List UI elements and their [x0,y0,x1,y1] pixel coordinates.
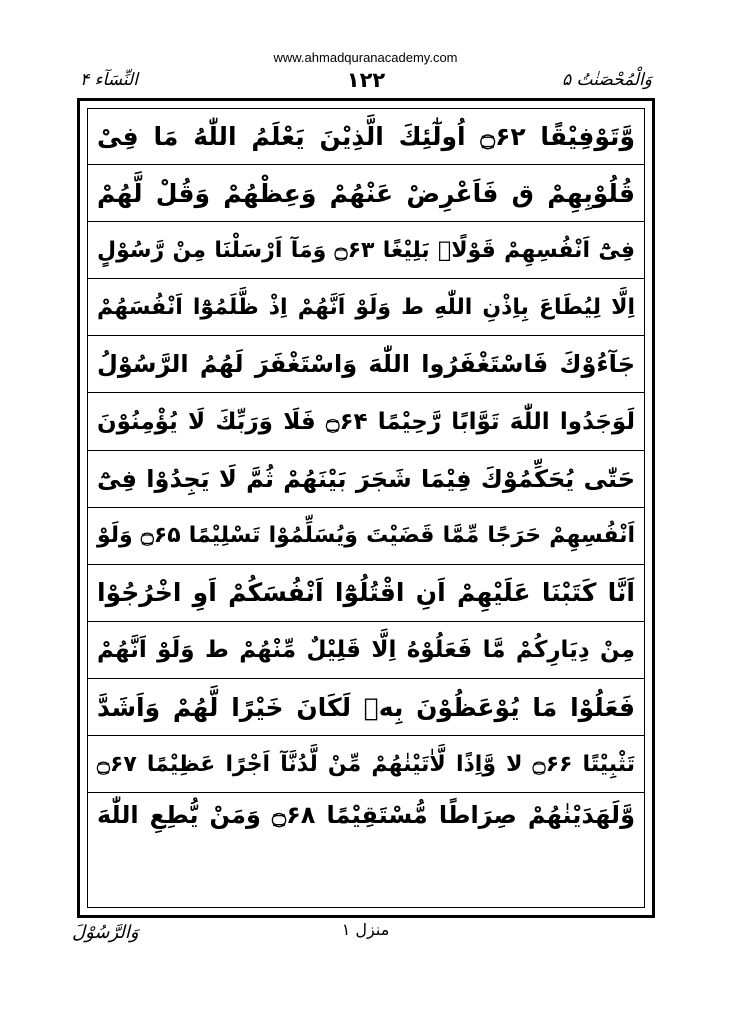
verse-line-text: قُلُوْبِهِمْ ق فَاَعْرِضْ عَنْهُمْ وَعِظْهُمْ وَقُلْ لَّهُمْ [97,178,635,208]
verse-line-text: حَتّٰى يُحَكِّمُوْكَ فِيْمَا شَجَرَ بَيْنَهُمْ ثُمَّ لَا يَجِدُوْا فِىْٓ [97,464,635,493]
verse-line [87,622,645,679]
verse-line [87,793,645,908]
verse-line [87,108,645,165]
verse-line-text: تَثْبِيْتًا ۝۶۶ لا وَّاِذًا لَّاٰتَيْنٰهُمْ مِّنْ لَّدُنَّآ اَجْرًا عَظِيْمًا ۝۶۷ [97,751,636,777]
verse-line-text: وَّتَوْفِيْقًا ۝۶۲ اُولٰٓئِكَ الَّذِيْنَ يَعْلَمُ اللّٰهُ مَا فِىْ [97,121,635,151]
verse-line-text: مِنْ دِيَارِكُمْ مَّا فَعَلُوْهُ اِلَّا قَلِيْلٌ مِّنْهُمْ ط وَلَوْ اَنَّهُمْ [97,636,635,663]
verse-line [87,451,645,508]
verse-line-text: اَنْفُسِهِمْ حَرَجًا مِّمَّا قَضَيْتَ وَيُسَلِّمُوْا تَسْلِيْمًا ۝۶۵ وَلَوْ [97,523,635,549]
verse-line [87,679,645,736]
catchword: وَالرَّسُوْلَ [72,922,139,943]
site-url: www.ahmadquranacademy.com [273,50,458,65]
verse-line [87,279,645,336]
verse-line [87,222,645,279]
verse-line [87,736,645,793]
verse-line [87,165,645,222]
juz-name: وَالْمُحْصَنٰتُ ۵ [561,70,652,90]
verse-line [87,565,645,622]
verse-line-text: اَنَّا كَتَبْنَا عَلَيْهِمْ اَنِ اقْتُلُوْٓا اَنْفُسَكُمْ اَوِ اخْرُجُوْا [97,578,635,608]
verse-line [87,336,645,393]
verse-line-text: وَّلَهَدَيْنٰهُمْ صِرَاطًا مُّسْتَقِيْمًا ۝۶۸ وَمَنْ يُّطِعِ اللّٰهَ [97,801,635,830]
verse-line [87,394,645,451]
verse-line-text: لَوَجَدُوا اللّٰهَ تَوَّابًا رَّحِيْمًا ۝۶۴ فَلَا وَرَبِّكَ لَا يُؤْمِنُوْنَ [97,408,635,435]
verse-line [87,508,645,565]
manzil-label: منزل ۱ [341,920,390,939]
verse-line-text: فَعَلُوْا مَا يُوْعَظُوْنَ بِهٖ لَكَانَ خَيْرًا لَّهُمْ وَاَشَدَّ [97,692,635,722]
verse-line-text: فِىْٓ اَنْفُسِهِمْ قَوْلًاۢ بَلِيْغًا ۝۶۳ وَمَآ اَرْسَلْنَا مِنْ رَّسُوْلٍ [97,237,636,263]
surah-name: النِّسَآء ۴ [80,70,138,90]
verse-line-text: جَآءُوْكَ فَاسْتَغْفَرُوا اللّٰهَ وَاسْتَغْفَرَ لَهُمُ الرَّسُوْلُ [97,350,635,379]
page-number: ۱۲۲ [346,68,386,92]
page-header [80,68,652,98]
verse-line-text: اِلَّا لِيُطَاعَ بِاِذْنِ اللّٰهِ ط وَلَوْ اَنَّهُمْ اِذْ ظَّلَمُوْٓا اَنْفُسَهُمْ [97,294,635,320]
